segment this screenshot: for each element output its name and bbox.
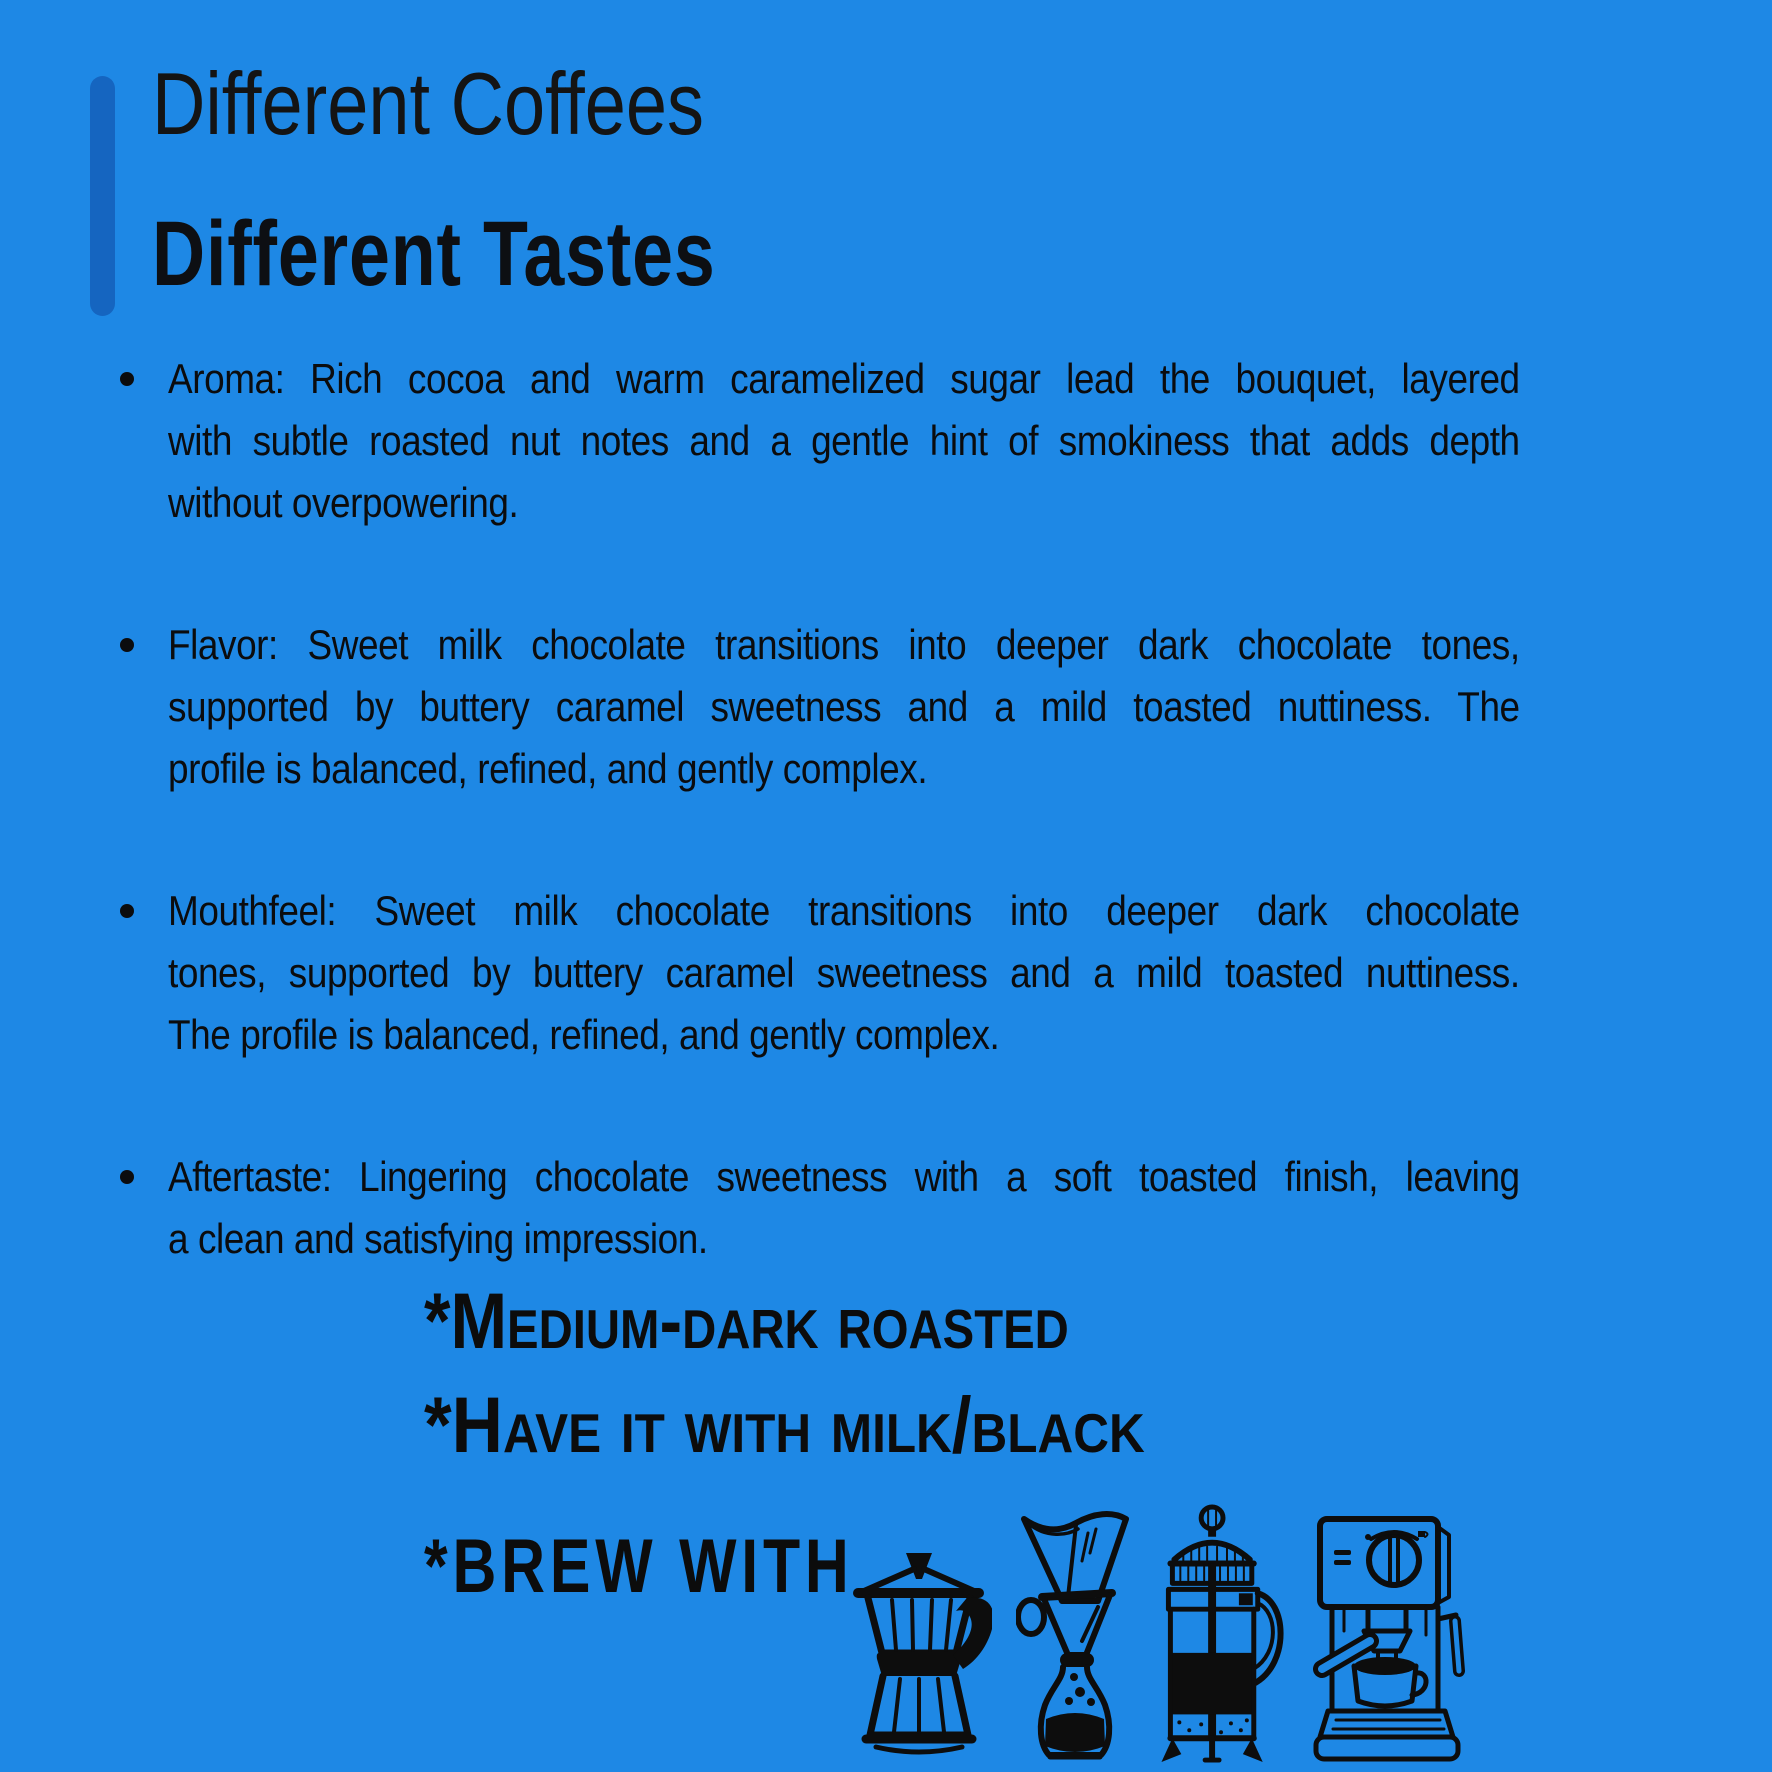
bullet-line: Aftertaste: Lingering chocolate sweetness with a soft toasted finish, leaving	[168, 1153, 1520, 1200]
bullet-line: Flavor: Sweet milk chocolate transitions into deeper dark chocolate tones,	[168, 621, 1520, 668]
bullet-mouthfeel	[120, 880, 1704, 1066]
page-subtitle: Different Tastes	[152, 203, 716, 305]
bullet-flavor	[120, 614, 1704, 800]
bullet-line: without overpowering.	[168, 479, 519, 526]
bullet-line: with subtle roasted nut notes and a gentle hint of smokiness that adds depth	[168, 417, 1520, 464]
bullet-line: a clean and satisfying impression.	[168, 1215, 708, 1262]
french-press-icon	[1155, 1502, 1295, 1768]
page-title: Different Coffees	[152, 54, 704, 153]
bullet-line: profile is balanced, refined, and gently complex.	[168, 745, 928, 792]
bullet-flavor-text	[168, 614, 1520, 800]
bullet-line: The profile is balanced, refined, and gently complex.	[168, 1011, 1000, 1058]
bullet-line: supported by buttery caramel sweetness and a mild toasted nuttiness. The	[168, 683, 1520, 730]
pour-over-icon	[1016, 1505, 1134, 1767]
moka-pot-icon	[846, 1549, 992, 1765]
bullet-dot	[120, 638, 134, 652]
bullet-dot	[120, 372, 134, 386]
bullet-dot	[120, 1170, 134, 1184]
bullet-aftertaste-text	[168, 1146, 1520, 1270]
note-serving: *Have it with milk/black	[424, 1380, 1145, 1469]
note-roast-level: *Medium-dark roasted	[424, 1276, 1069, 1365]
bullet-dot	[120, 904, 134, 918]
bullet-mouthfeel-text	[168, 880, 1520, 1066]
note-brew-with: *BREW WITH	[424, 1524, 854, 1609]
bullet-aroma	[120, 348, 1704, 534]
bullet-line: tones, supported by buttery caramel sweetness and a mild toasted nuttiness.	[168, 949, 1520, 996]
bullet-line: Aroma: Rich cocoa and warm caramelized sugar lead the bouquet, layered	[168, 355, 1520, 402]
bullet-aftertaste	[120, 1146, 1704, 1270]
espresso-machine-icon	[1308, 1503, 1465, 1767]
bullet-line: Mouthfeel: Sweet milk chocolate transitions into deeper dark chocolate	[168, 887, 1520, 934]
bullet-aroma-text	[168, 348, 1520, 534]
accent-bar	[90, 76, 115, 316]
